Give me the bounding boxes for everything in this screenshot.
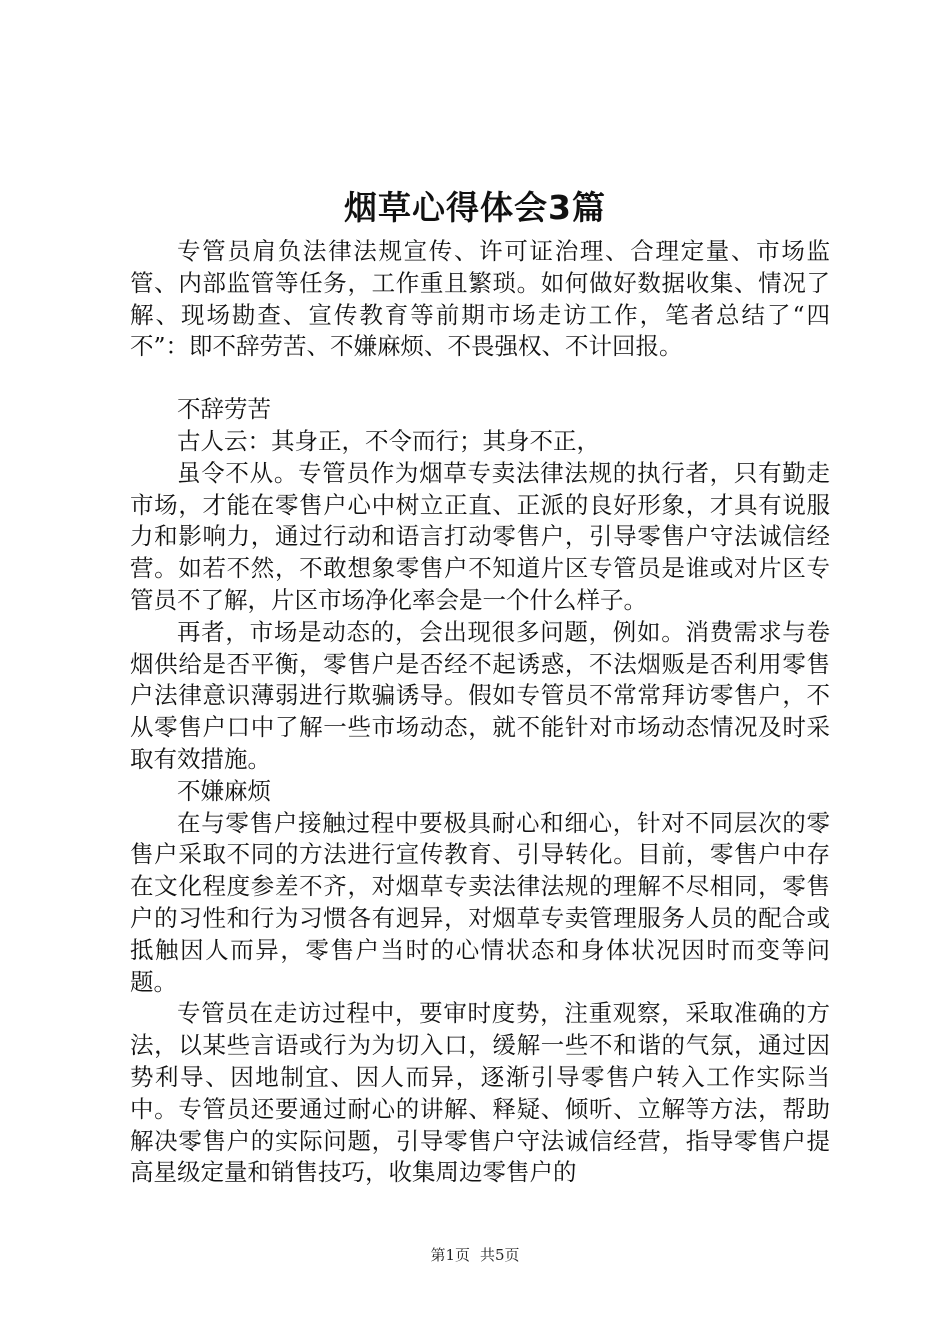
body-paragraph: 专管员在走访过程中，要审时度势，注重观察，采取准确的方法，以某些言语或行为为切入口，缓解一些不和谐的气氛，通过因势利导、因地制宜、因人而异，逐渐引导零售户转入工作实际当中。专管员还要通过耐心的讲解、释疑、倾听、立解等方法，帮助解决零售户的实际问题，引导零售户守法诚信经营，指导零售户提高星级定量和销售技巧，收集周边零售户的 [130,999,830,1187]
document-title: 烟草心得体会3篇 [344,188,606,227]
body-paragraph: 在与零售户接触过程中要极具耐心和细心，针对不同层次的零售户采取不同的方法进行宣传教育、引导转化。目前，零售户中存在文化程度参差不齐，对烟草专卖法律法规的理解不尽相同，零售户的习性和行为习惯各有迥异，对烟草专卖管理服务人员的配合或抵触因人而异，零售户当时的心情状态和身体状况因时而变等问题。 [130,808,830,996]
intro-paragraph: 专管员肩负法律法规宣传、许可证治理、合理定量、市场监管、内部监管等任务，工作重且繁琐。如何做好数据收集、情况了解、现场勘查、宣传教育等前期市场走访工作，笔者总结了“四不”：即不辞劳苦、不嫌麻烦、不畏强权、不计回报。 [130,237,830,361]
quote-paragraph: 古人云：其身正，不令而行；其身不正， [177,426,600,455]
body-paragraph: 再者，市场是动态的，会出现很多问题，例如。消费需求与卷烟供给是否平衡，零售户是否经不起诱惑，不法烟贩是否利用零售户法律意识薄弱进行欺骗诱导。假如专管员不常常拜访零售户，不从零售户口中了解一些市场动态，就不能针对市场动态情况及时采取有效措施。 [130,617,830,773]
page-number: 第1页 [430,1246,470,1264]
document-body [130,236,830,1189]
page-footer [0,1245,950,1265]
section-heading-buxianmafan: 不嫌麻烦 [177,776,271,805]
body-paragraph: 虽令不从。专管员作为烟草专卖法律法规的执行者，只有勤走市场，才能在零售户心中树立正直、正派的良好形象，才具有说服力和影响力，通过行动和语言打动零售户，引导零售户守法诚信经营。如若不然，不敢想象零售户不知道片区专管员是谁或对片区专管员不了解，片区市场净化率会是一个什么样子。 [130,458,830,614]
section-heading-bucilaoku: 不辞劳苦 [177,395,271,424]
page-total: 共5页 [480,1246,520,1264]
